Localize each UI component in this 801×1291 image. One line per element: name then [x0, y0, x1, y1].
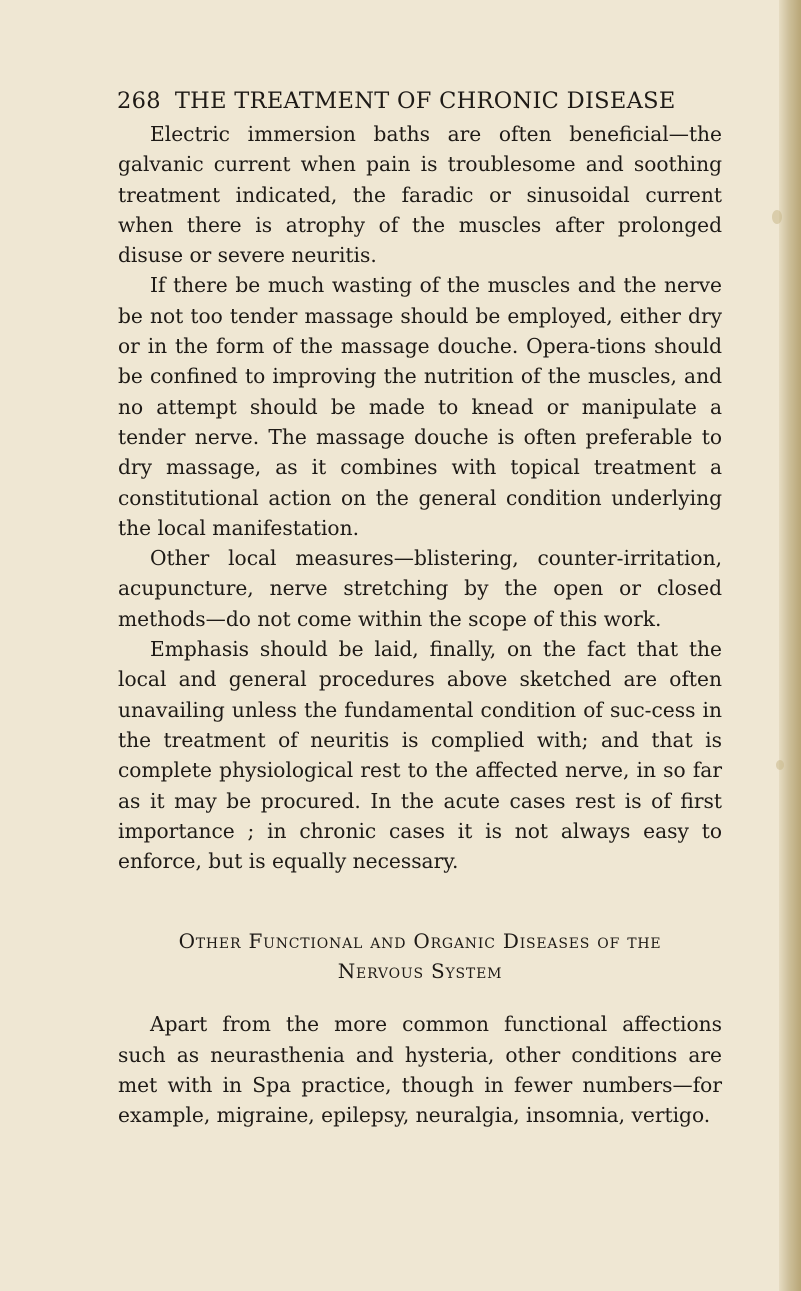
paper-stain	[776, 760, 784, 770]
paragraph-other-conditions: Apart from the more common functional affections such as neurasthenia and hysteria, other conditions are met with in Spa practice, though in fewer numbers—for example, migraine, epilepsy, neuralgia, insomnia, vertigo.	[118, 1012, 722, 1128]
body-text	[118, 119, 722, 1131]
page-edge-shadow	[779, 0, 801, 1291]
paragraph-massage: If there be much wasting of the muscles and the nerve be not too tender massage should be employed, either dry or in the form of the massage douche. Opera-tions should be confined to improving the nutrition of the muscles, and no attempt should be made to knead or manipulate a tender nerve. The massage douche is often preferable to dry massage, as it combines with topical treatment a constitutional action on the general condition underlying the local manifestation.	[118, 273, 722, 540]
running-title: THE TREATMENT OF CHRONIC DISEASE	[174, 88, 676, 114]
running-header	[117, 88, 717, 114]
paper-stain	[772, 210, 782, 224]
section-heading-line-1: Other Functional and Organic Diseases of the	[178, 929, 662, 954]
section-heading	[118, 926, 722, 986]
paragraph-other-measures: Other local measures—blistering, counter-irritation, acupuncture, nerve stretching by the open or closed methods—do not come within the scope of this work.	[118, 546, 722, 631]
paragraph-emphasis: Emphasis should be laid, finally, on the fact that the local and general procedures above sketched are often unavailing unless the fundamental condition of suc-cess in the treatment of neuritis is complied with; and that is complete physiological rest to the affected nerve, in so far as it may be procured. In the acute cases rest is of first importance ; in chronic cases it is not always easy to enforce, but is equally necessary.	[118, 637, 722, 874]
section-heading-line-2: Nervous System	[337, 959, 503, 984]
paragraph-electric-baths: Electric immersion baths are often beneficial—the galvanic current when pain is troublesome and soothing treatment indicated, the faradic or sinusoidal current when there is atrophy of the muscles after prolonged disuse or severe neuritis.	[118, 122, 722, 268]
page-number: 268	[117, 88, 161, 114]
